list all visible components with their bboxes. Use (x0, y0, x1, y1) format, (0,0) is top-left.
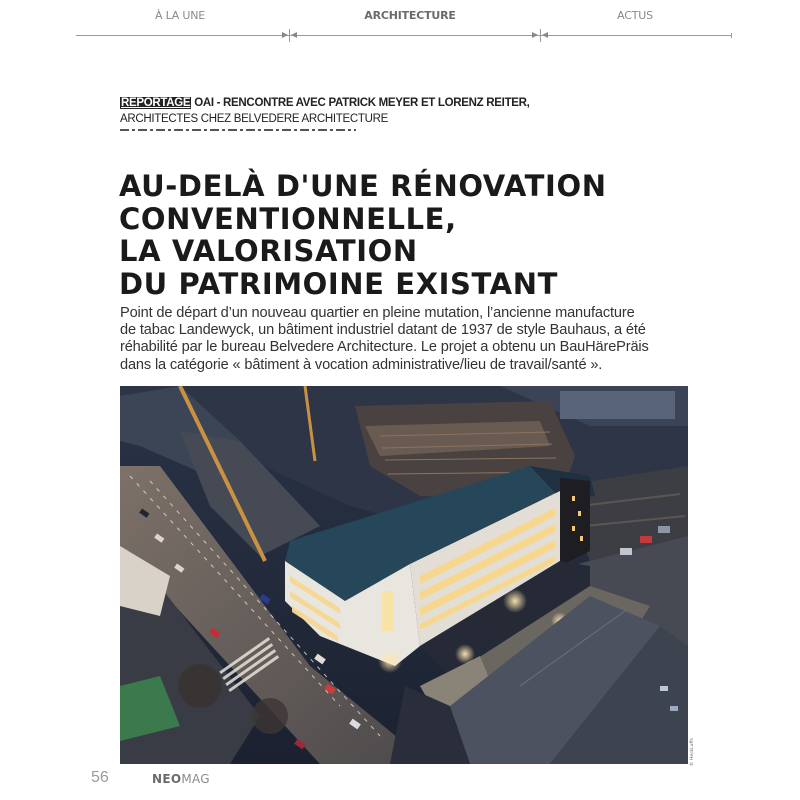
arrow-right-icon (282, 32, 288, 38)
article-kicker (120, 96, 560, 128)
magazine-brand (152, 772, 210, 786)
title-line: AU-DELÀ D'UNE RÉNOVATION (119, 169, 607, 203)
nav-item-a-la-une[interactable]: À LA UNE (154, 9, 206, 22)
page-number: 56 (91, 769, 109, 786)
section-nav (0, 0, 800, 46)
title-line: CONVENTIONNELLE, (119, 201, 457, 236)
nav-line-end (731, 33, 732, 38)
arrow-right-icon (532, 32, 538, 38)
nav-divider-line (76, 35, 732, 36)
kicker-line-1 (120, 96, 560, 110)
article-title (119, 170, 607, 300)
lede-line: Point de départ d’un nouveau quartier en pleine mutation, l’ancienne manufacture (120, 305, 635, 321)
nav-separator (289, 29, 290, 42)
lede-line: de tabac Landewyck, un bâtiment industriel datant de 1937 de style Bauhaus, a été (120, 322, 646, 339)
photo-illustration (120, 386, 688, 764)
title-line: LA VALORISATION (119, 234, 418, 268)
aerial-night-photo (120, 386, 688, 764)
nav-separator (540, 29, 541, 42)
arrow-left-icon (291, 32, 297, 38)
kicker-line-2: ARCHITECTES CHEZ BELVEDERE ARCHITECTURE (120, 113, 388, 125)
lede-line: réhabilité par le bureau Belvedere Architecture. Le projet a obtenu un BauHärePräis (120, 339, 649, 356)
reportage-tag: REPORTAGE (121, 97, 191, 109)
arrow-left-icon (542, 32, 548, 38)
nav-item-architecture[interactable]: ARCHITECTURE (364, 9, 456, 22)
nav-item-actus[interactable]: ACTUS (617, 9, 653, 22)
kicker-dashed-rule (120, 129, 356, 131)
photo-credit: © HeckLuffs (690, 738, 695, 766)
title-line: DU PATRIMOINE EXISTANT (119, 266, 558, 301)
kicker-headline: OAI - RENCONTRE AVEC PATRICK MEYER ET LORENZ REITER, (191, 97, 530, 109)
brand-light: MAG (181, 772, 210, 786)
article-lede (120, 305, 695, 374)
lede-line: dans la catégorie « bâtiment à vocation administrative/lieu de travail/santé ». (120, 356, 603, 373)
brand-bold: NEO (152, 772, 182, 786)
